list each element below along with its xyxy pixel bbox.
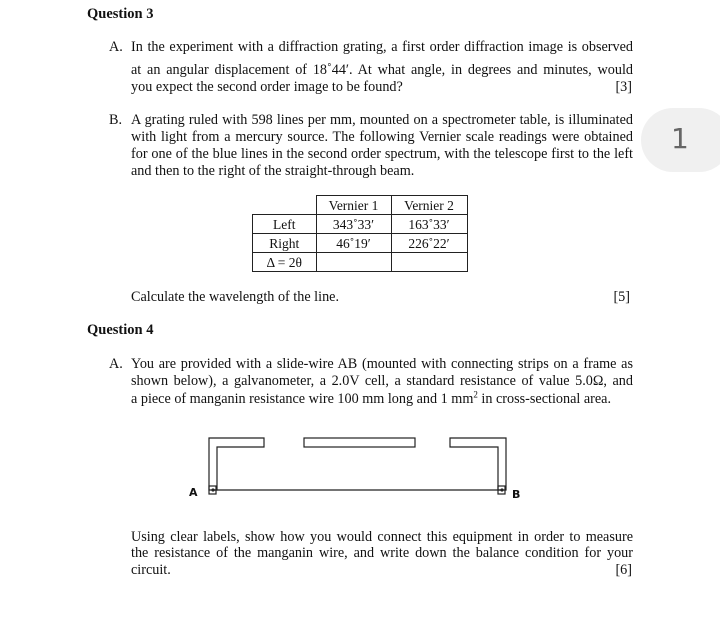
q3b-line-3: for one of the blue lines in the second order spectrum, with the telescope first to the left bbox=[131, 146, 633, 162]
row-label: Δ = 2θ bbox=[253, 253, 317, 272]
q4a-instruction-1: Using clear labels, show how you would connect this equipment in order to measure bbox=[131, 529, 633, 545]
q3a-marks: [3] bbox=[615, 79, 632, 95]
question-3-heading: Question 3 bbox=[87, 6, 154, 22]
q4a-instruction-2: the resistance of the manganin wire, and write down the balance condition for your bbox=[131, 545, 633, 561]
q4a-instruction-3: circuit. bbox=[131, 562, 171, 578]
table-header-vernier-1: Vernier 1 bbox=[316, 196, 391, 215]
terminal-a-dot bbox=[211, 488, 214, 491]
q4a-line-2: shown below), a galvanometer, a 2.0V cell, a standard resistance of value 5.0Ω, and bbox=[131, 373, 633, 389]
q3b-line-1: A grating ruled with 598 lines per mm, mounted on a spectrometer table, is illuminated bbox=[131, 112, 633, 128]
q4-part-a-letter: A. bbox=[109, 356, 123, 372]
table-corner-cell bbox=[253, 196, 317, 215]
q3-part-b-letter: B. bbox=[109, 112, 123, 128]
terminal-b-dot bbox=[500, 488, 503, 491]
middle-connecting-strip bbox=[304, 438, 415, 447]
label-a: A bbox=[189, 486, 198, 499]
q4a-marks: [6] bbox=[615, 562, 632, 578]
table-header-row bbox=[253, 196, 468, 215]
q4a-line-1: You are provided with a slide-wire AB (mounted with connecting strips on a frame as bbox=[131, 356, 633, 372]
table-cell: 343˚33′ bbox=[316, 215, 391, 234]
table-row bbox=[253, 234, 468, 253]
q4a-line-3-text-end: in cross-sectional area. bbox=[477, 391, 612, 407]
vernier-table bbox=[252, 195, 468, 272]
q3b-line-4: and then to the right of the straight-through beam. bbox=[131, 163, 415, 179]
superscript-2: 2 bbox=[473, 389, 478, 400]
table-cell: 163˚33′ bbox=[391, 215, 467, 234]
table-row bbox=[253, 215, 468, 234]
left-connecting-strip bbox=[209, 438, 264, 490]
page-number: 1 bbox=[671, 122, 689, 155]
q4a-line-3-text: a piece of manganin resistance wire 100 mm long and 1 mm bbox=[131, 391, 474, 407]
slide-wire-frame-diagram bbox=[180, 430, 530, 505]
table-cell bbox=[316, 253, 391, 272]
q3b-marks: [5] bbox=[613, 289, 630, 305]
q3a-line-1: In the experiment with a diffraction grating, a first order diffraction image is observed bbox=[131, 39, 633, 55]
question-4-heading: Question 4 bbox=[87, 322, 154, 338]
q3a-line-2: at an angular displacement of 18˚44′. At what angle, in degrees and minutes, would bbox=[131, 62, 633, 78]
q3a-line-3: you expect the second order image to be found? bbox=[131, 79, 403, 95]
table-cell: 46˚19′ bbox=[316, 234, 391, 253]
table-header-vernier-2: Vernier 2 bbox=[391, 196, 467, 215]
row-label: Left bbox=[253, 215, 317, 234]
right-connecting-strip bbox=[450, 438, 506, 490]
row-label: Right bbox=[253, 234, 317, 253]
q3b-line-2: with light from a mercury source. The following Vernier scale readings were obtained bbox=[131, 129, 633, 145]
q4a-line-3 bbox=[131, 391, 611, 408]
q3-part-a-letter: A. bbox=[109, 39, 123, 55]
q3b-calculate-instruction: Calculate the wavelength of the line. bbox=[131, 289, 340, 305]
table-cell: 226˚22′ bbox=[391, 234, 467, 253]
label-b: B bbox=[512, 488, 521, 501]
table-row bbox=[253, 253, 468, 272]
table-cell bbox=[391, 253, 467, 272]
